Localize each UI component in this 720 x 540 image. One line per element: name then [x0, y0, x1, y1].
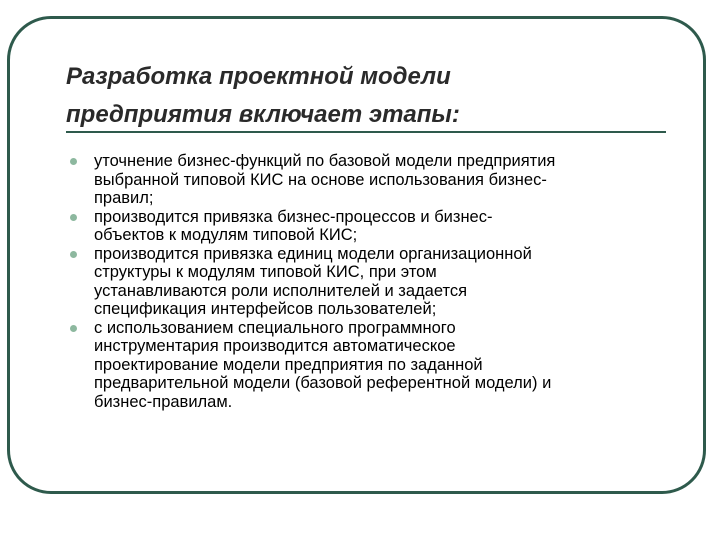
bullet-item	[66, 152, 666, 208]
bullet-line: проектирование модели предприятия по заданной	[94, 355, 483, 374]
bullet-line: объектов к модулям типовой КИС;	[94, 226, 358, 244]
bullet-dot-icon	[70, 325, 77, 332]
bullet-line: с использованием специального программного	[94, 318, 456, 337]
bullet-dot-icon	[70, 158, 77, 165]
bullet-dot-icon	[70, 214, 77, 221]
bullet-item	[66, 319, 666, 412]
bullet-line: спецификация интерфейсов пользователей;	[94, 300, 437, 318]
bullet-dot-icon	[70, 251, 77, 258]
bullet-line: инструментария производится автоматическое	[94, 337, 456, 355]
bullet-line: бизнес-правилам.	[94, 392, 233, 411]
bullet-line: правил;	[94, 189, 154, 207]
title-line: предприятия включает этапы:	[66, 101, 460, 128]
bullet-line: структуры к модулям типовой КИС, при этом	[94, 263, 437, 281]
bullet-line: устанавливаются роли исполнителей и задается	[94, 281, 468, 300]
title-underline	[66, 131, 666, 133]
bullet-line: производится привязка единиц модели организационной	[94, 244, 532, 263]
bullet-line: производится привязка бизнес-процессов и бизнес-	[94, 207, 493, 226]
slide-title	[66, 58, 666, 134]
bullet-item	[66, 208, 666, 245]
bullet-line: предварительной модели (базовой референтной модели) и	[94, 374, 552, 392]
bullet-list	[66, 152, 666, 411]
bullet-line: выбранной типовой КИС на основе использования бизнес-	[94, 170, 547, 189]
bullet-line: уточнение бизнес-функций по базовой модели предприятия	[94, 152, 556, 170]
bullet-item	[66, 245, 666, 319]
title-line: Разработка проектной модели	[66, 63, 451, 90]
